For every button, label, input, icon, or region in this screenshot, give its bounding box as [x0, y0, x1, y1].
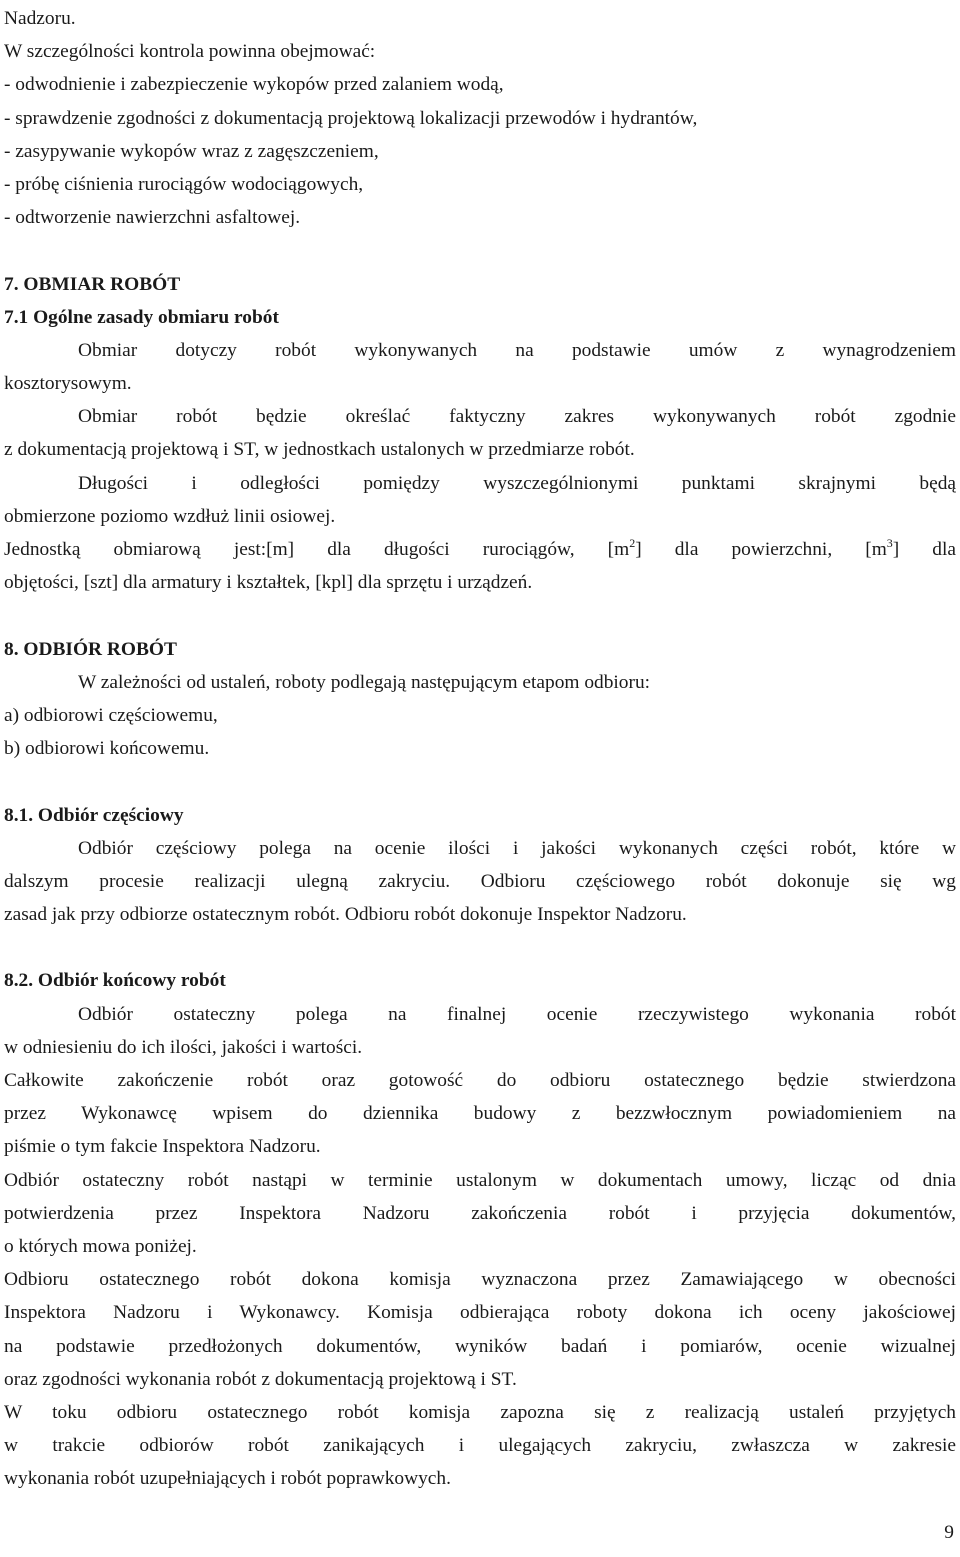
list-item: - odwodnienie i zabezpieczenie wykopów przed zalaniem wodą,	[4, 74, 504, 96]
paragraph-line: na podstawie przedłożonych dokumentów, wyników badań i pomiarów, ocenie wizualnej	[4, 1335, 956, 1357]
paragraph-line: Odbioru ostatecznego robót dokona komisja wyznaczona przez Zamawiającego w obecności	[4, 1269, 956, 1291]
subsection-heading: 8.2. Odbiór końcowy robót	[4, 970, 226, 992]
page-number: 9	[944, 1522, 954, 1543]
paragraph-line: Odbiór częściowy polega na ocenie ilości i jakości wykonanych części robót, które w	[78, 837, 956, 859]
section-heading: 7. OBMIAR ROBÓT	[4, 273, 181, 295]
paragraph-line: z dokumentacją projektową i ST, w jednostkach ustalonych w przedmiarze robót.	[4, 439, 635, 461]
list-item: - próbę ciśnienia rurociągów wodociągowych,	[4, 173, 364, 195]
paragraph-line: o których mowa poniżej.	[4, 1235, 197, 1257]
paragraph-line: Obmiar robót będzie określać faktyczny zakres wykonywanych robót zgodnie	[78, 406, 956, 428]
section-heading: 8. ODBIÓR ROBÓT	[4, 638, 177, 660]
list-item: - sprawdzenie zgodności z dokumentacją projektową lokalizacji przewodów i hydrantów,	[4, 107, 698, 129]
paragraph-line: Odbiór ostateczny robót nastąpi w terminie ustalonym w dokumentach umowy, licząc od dnia	[4, 1169, 956, 1191]
paragraph-line: Odbiór ostateczny polega na finalnej ocenie rzeczywistego wykonania robót	[78, 1003, 956, 1025]
paragraph-line: obmierzone poziomo wzdłuż linii osiowej.	[4, 505, 336, 527]
document-page	[4, 2, 956, 1495]
text-line: W szczególności kontrola powinna obejmować:	[4, 41, 376, 63]
list-item: - odtworzenie nawierzchni asfaltowej.	[4, 207, 301, 229]
paragraph-line: zasad jak przy odbiorze ostatecznym robót. Odbioru robót dokonuje Inspektor Nadzoru.	[4, 904, 687, 926]
paragraph-line: kosztorysowym.	[4, 373, 132, 395]
list-item: a) odbiorowi częściowemu,	[4, 704, 218, 726]
paragraph-line: przez Wykonawcę wpisem do dziennika budowy z bezzwłocznym powiadomieniem na	[4, 1103, 956, 1125]
paragraph-line: wykonania robót uzupełniających i robót poprawkowych.	[4, 1468, 451, 1490]
paragraph-line: W zależności od ustaleń, roboty podlegają następującym etapom odbioru:	[78, 671, 651, 693]
section-8-2	[4, 964, 956, 1495]
text-line: Nadzoru.	[4, 8, 76, 29]
superscript: 2	[629, 536, 636, 550]
paragraph-line: dalszym procesie realizacji ulegną zakryciu. Odbioru częściowego robót dokonuje się wg	[4, 870, 956, 892]
paragraph-line: oraz zgodności wykonania robót z dokumentacją projektową i ST.	[4, 1368, 517, 1390]
paragraph-line: objętości, [szt] dla armatury i kształtek, [kpl] dla sprzętu i urządzeń.	[4, 572, 533, 594]
paragraph-line: Całkowite zakończenie robót oraz gotowość do odbioru ostatecznego będzie stwierdzona	[4, 1070, 956, 1091]
paragraph-line: Obmiar dotyczy robót wykonywanych na podstawie umów z wynagrodzeniem	[78, 339, 956, 361]
paragraph-line: w odniesieniu do ich ilości, jakości i wartości.	[4, 1036, 363, 1058]
paragraph-line: w trakcie odbiorów robót zanikających i ulegających zakryciu, zwłaszcza w zakresie	[4, 1435, 956, 1457]
section-7	[4, 268, 956, 600]
subsection-heading: 7.1 Ogólne zasady obmiaru robót	[4, 306, 279, 328]
paragraph-line-units: Jednostką obmiarową jest:[m] dla długości rurociągów, $[m^2]$ dla powierzchni, $[m^3]$ dla	[4, 536, 956, 560]
section-8-1	[4, 799, 956, 932]
list-item: - zasypywanie wykopów wraz z zagęszczeniem,	[4, 140, 379, 162]
paragraph-line: W toku odbioru ostatecznego robót komisja zapozna się z realizacją ustaleń przyjętych	[4, 1401, 956, 1423]
section-8	[4, 633, 956, 766]
paragraph-line: potwierdzenia przez Inspektora Nadzoru zakończenia robót i przyjęcia dokumentów,	[4, 1202, 956, 1224]
list-item: b) odbiorowi końcowemu.	[4, 738, 210, 760]
intro-block	[4, 2, 956, 234]
superscript: 3	[886, 536, 893, 550]
paragraph-line: piśmie o tym fakcie Inspektora Nadzoru.	[4, 1136, 321, 1158]
subsection-heading: 8.1. Odbiór częściowy	[4, 804, 184, 826]
paragraph-line: Długości i odległości pomiędzy wyszczególnionymi punktami skrajnymi będą	[78, 472, 956, 494]
paragraph-line: Inspektora Nadzoru i Wykonawcy. Komisja odbierająca roboty dokona ich oceny jakościowej	[4, 1302, 956, 1324]
